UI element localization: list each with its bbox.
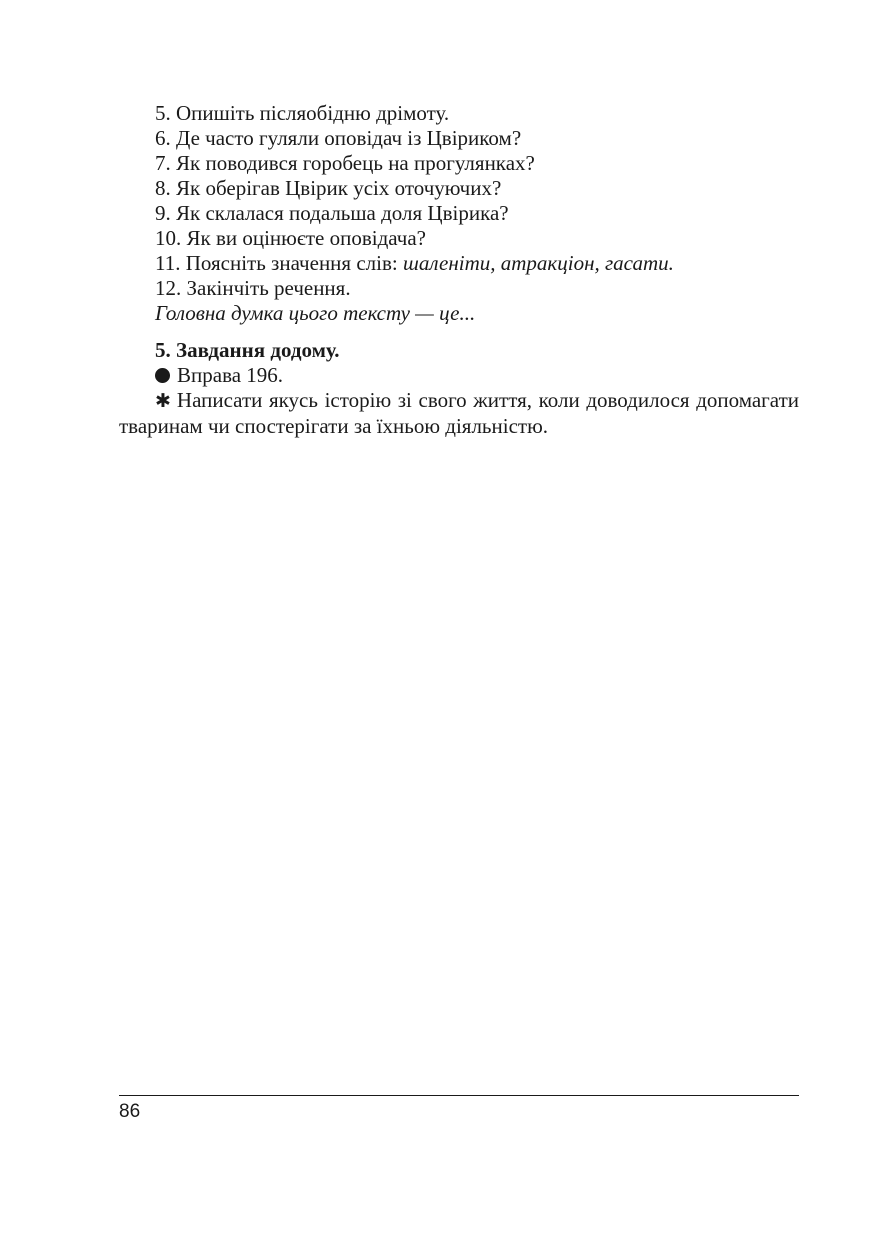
section-gap (119, 326, 799, 338)
question-11-words: шаленіти, атракціон, гасати. (402, 251, 674, 275)
question-11-prefix: 11. Поясніть значення слів: (155, 251, 403, 275)
footer-rule (119, 1095, 799, 1096)
question-12-sentence: Головна думка цього тексту — це... (155, 301, 476, 325)
homework-task-1 (119, 363, 799, 388)
question-8: 8. Як оберігав Цвірик усіх оточуючих? (155, 176, 502, 200)
filled-circle-icon (155, 368, 170, 383)
page-content (119, 101, 799, 439)
question-7: 7. Як поводився горобець на прогулянках? (155, 151, 535, 175)
asterisk-icon: ✱ (155, 390, 171, 412)
homework-task-1-text: Вправа 196. (177, 363, 284, 387)
homework-task-2-text: Написати якусь історію зі свого життя, коли доводилося допомагати тваринам чи спостерігати за їхньою діяльністю. (119, 388, 799, 438)
question-6: 6. Де часто гуляли оповідач із Цвіриком? (155, 126, 522, 150)
page-number: 86 (119, 1101, 141, 1122)
question-10: 10. Як ви оцінюєте оповідача? (155, 226, 426, 250)
homework-heading: 5. Завдання додому. (155, 338, 340, 362)
question-5: 5. Опишіть післяобідню дрімоту. (155, 101, 450, 125)
question-12: 12. Закінчіть речення. (155, 276, 351, 300)
homework-task-2 (119, 388, 799, 439)
question-9: 9. Як склалася подальша доля Цвірика? (155, 201, 509, 225)
question-11 (119, 251, 799, 276)
